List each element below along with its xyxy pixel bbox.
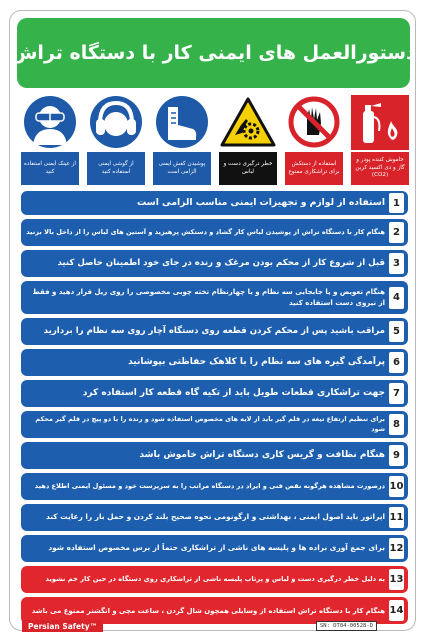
sign-caption: پوشیدن کفش ایمنی الزامی است <box>153 152 211 185</box>
sign-caption: خاموش کننده پودر و گاز و دی اکسید کربن (CO2) <box>351 152 409 185</box>
rule-text: درصورت مشاهده هرگونه نقص فنی و ایراد در دستگاه مراتب را به سرپرست خود و مسئول ایمنی اطلاع دهید <box>34 481 385 490</box>
rule-number: 7 <box>389 383 404 405</box>
safety-poster <box>9 10 416 631</box>
safety-signs-row <box>21 95 409 185</box>
rule-number: 2 <box>389 222 404 244</box>
rule-number: 3 <box>389 253 404 275</box>
rule-item <box>21 219 408 246</box>
sign-entanglement <box>219 95 277 185</box>
rule-text: برای تنظیم ارتفاع تیغه در قلم گیر باید از لایه های مخصوص استفاده شود و رنده را با دو پیچ در قلم گیر محکم شود <box>35 415 385 433</box>
rule-text: هنگام تعویض و یا جابجایی سه نظام و یا چهارنظام تخته چوبی مخصوصی را روی ریل قرار دهید و فقط از نیروی دست استفاده کنید <box>32 288 385 307</box>
rule-number: 14 <box>389 600 404 622</box>
sign-ear-protection <box>87 95 145 185</box>
rule-number: 13 <box>389 569 404 591</box>
rule-item <box>21 535 408 562</box>
rule-item <box>21 504 408 531</box>
rule-number: 10 <box>389 476 404 498</box>
rule-number: 6 <box>389 352 404 374</box>
rule-item <box>21 191 408 215</box>
sign-caption: خطر درگیری دست و لباس <box>219 152 277 185</box>
rule-text: به دلیل خطر درگیری دست و لباس و پرتاب پلیسه ناشی از تراشکاری روی دستگاه در حین کار خم نشوید <box>45 574 385 583</box>
safety-goggles-icon <box>21 95 79 150</box>
rule-number: 12 <box>389 538 404 560</box>
rule-number: 11 <box>389 507 404 529</box>
rule-item <box>21 411 408 438</box>
product-code: SN: DT04-00528-D <box>316 621 377 631</box>
rule-text: برای جمع آوری براده ها و پلیسه های ناشی از تراشکاری حتماً از برس مخصوص استفاده شود <box>48 543 385 553</box>
ear-protection-icon <box>87 95 145 150</box>
rule-item <box>21 473 408 500</box>
entanglement-warning-icon <box>219 95 277 150</box>
sign-caption: استفاده از دستکش برای تراشکاری ممنوع <box>285 152 343 185</box>
rule-item <box>21 442 408 469</box>
rule-number: 8 <box>389 414 404 436</box>
rule-text: هنگام کار با دستگاه تراش از پوشیدن لباس کار گشاد و دستکش پرهیزید و آستین های لباس را از داخل بالا بزنید <box>26 227 385 236</box>
sign-caption: از عینک ایمنی استفاده کنید <box>21 152 79 185</box>
rule-item <box>21 318 408 345</box>
rule-number: 4 <box>389 287 404 309</box>
rule-text: استفاده از لوازم و تجهیزات ایمنی مناسب الزامی است <box>136 197 385 209</box>
rule-text: مراقب باشید پس از محکم کردن قطعه روی دستگاه آچار روی سه نظام را بردارید <box>43 326 385 337</box>
fire-extinguisher-icon <box>351 95 409 150</box>
brand-label: Persian Safety™ <box>22 620 103 632</box>
rule-text: جهت تراشکاری قطعات طویل باید از تکیه گاه قطعه کار استفاده کرد <box>82 387 385 398</box>
rule-item <box>21 250 408 277</box>
poster-header <box>11 18 416 88</box>
rule-item <box>21 349 408 376</box>
rule-text: قبل از شروع کار از محکم بودن مرغک و رنده در جای خود اطمینان حاصل کنید <box>57 258 385 269</box>
rule-text: هنگام نظافت و گریس کاری دستگاه تراش خاموش باشد <box>139 449 385 460</box>
rule-number: 9 <box>389 445 404 467</box>
rule-text: اپراتور باید اصول ایمنی ، بهداشتی و ارگونومی نحوه صحیح بلند کردن و حمل بار را رعایت کند <box>45 512 385 522</box>
sign-fire-extinguisher <box>351 95 409 185</box>
rule-number: 5 <box>389 321 404 343</box>
rule-text: پرآمدگی گیره های سه نظام را با کلاهک حفاظتی بپوشانید <box>128 356 385 367</box>
page-title: دستورالعمل های ایمنی کار با دستگاه تراش <box>11 42 416 64</box>
rule-item <box>21 281 408 314</box>
rule-item <box>21 566 408 593</box>
no-gloves-icon <box>285 95 343 150</box>
rule-item <box>21 380 408 407</box>
sign-caption: از گوشی ایمنی استفاده کنید <box>87 152 145 185</box>
rule-number: 1 <box>389 193 404 212</box>
safety-boots-icon <box>153 95 211 150</box>
sign-safety-goggles <box>21 95 79 185</box>
sign-safety-boots <box>153 95 211 185</box>
rule-text: هنگام کار با دستگاه تراش استفاده از وسایلی همچون شال گردن ، ساعت مچی و انگشتر ممنوع می باشد <box>31 606 385 615</box>
sign-no-gloves <box>285 95 343 185</box>
